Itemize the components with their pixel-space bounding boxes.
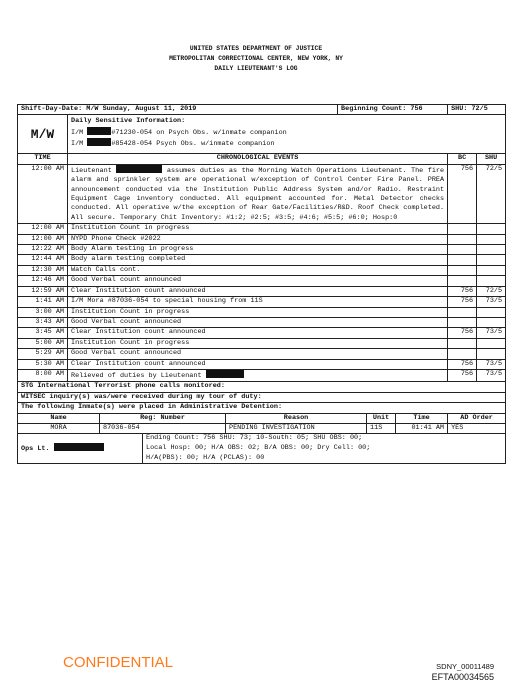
entry-time: 12:00 AM: [18, 164, 68, 223]
entry-time: 5:00 AM: [18, 338, 68, 348]
log-entry: [18, 369, 506, 381]
entry-bc: 756: [448, 328, 477, 338]
entry-shu: 72/5: [477, 164, 506, 223]
ad-col-unit: Unit: [367, 413, 396, 423]
ops-lieutenant: Ops Lt.: [18, 434, 143, 464]
ending-count: [143, 434, 506, 464]
entry-bc: [448, 234, 477, 244]
ad-col-time: Time: [396, 413, 448, 423]
sensitive-item: I/M #85428-054 Psych Obs. w/inmate companion: [71, 140, 275, 149]
entry-bc: [448, 307, 477, 317]
log-entry: [18, 265, 506, 275]
entry-bc: 756: [448, 297, 477, 307]
entry-time: 3:43 AM: [18, 317, 68, 327]
entry-text: Body alarm testing completed: [68, 255, 448, 265]
witsec-inquiry: WITSEC inquiry(s) was/were received during my tour of duty:: [18, 392, 506, 402]
entry-time: 5:30 AM: [18, 359, 68, 369]
entry-time: 3:45 AM: [18, 328, 68, 338]
sensitive-info-row: [18, 115, 506, 154]
entry-time: 3:00 AM: [18, 307, 68, 317]
shift-row: [18, 105, 506, 115]
redaction-block: [206, 370, 244, 378]
beginning-count: Beginning Count: 756: [338, 105, 448, 115]
log-entry: [18, 297, 506, 307]
ad-col-order: AD Order: [448, 413, 506, 423]
entry-shu: 73/5: [477, 359, 506, 369]
ending-line: Local Hosp: 00; H/A OBS: 02; B/A OBS: 00; Dry Cell: 00;: [146, 443, 371, 452]
witsec-row: [18, 392, 506, 402]
entry-shu: [477, 349, 506, 359]
entry-text: NYPD Phone Check #2022: [68, 234, 448, 244]
entry-text: Institution Count in progress: [68, 224, 448, 234]
entry-time: 5:29 AM: [18, 349, 68, 359]
ad-reason: PENDING INVESTIGATION: [226, 423, 367, 433]
entry-shu: 73/5: [477, 369, 506, 381]
header-facility: METROPOLITAN CORRECTIONAL CENTER, NEW YORK, NY: [169, 55, 343, 62]
col-shu: SHU: [477, 154, 506, 164]
entry-time: 12:46 AM: [18, 276, 68, 286]
entry-shu: [477, 307, 506, 317]
stg-row: [18, 382, 506, 392]
entry-time: 12:00 AM: [18, 234, 68, 244]
ad-unit: 11S: [367, 423, 396, 433]
log-entry: [18, 164, 506, 223]
entry-time: 12:22 AM: [18, 245, 68, 255]
entry-shu: [477, 317, 506, 327]
entry-shu: [477, 265, 506, 275]
ad-col-name: Name: [18, 413, 100, 423]
entry-bc: 756: [448, 164, 477, 223]
entry-time: 12:44 AM: [18, 255, 68, 265]
bates-number-efta: EFTA00034565: [431, 672, 494, 682]
log-entry: [18, 276, 506, 286]
redaction-block: [87, 138, 111, 146]
ad-name: MORA: [18, 423, 100, 433]
log-entry: [18, 317, 506, 327]
entry-text: Lieutenant assumes duties as the Morning Watch Operations Lieutenant. The fire alarm and sprinkler system are operational w/exception of Control Center Fire Panel. PREA announcement conducted via the Institution Public Address System and/or Radio. Restraint Equipment Cage inventory conducted. All equipment accounted for. Metal Detector checks conducted. All operative w/the exception of Rear Gate/Facilities/R&D. Roof Check completed. All secure. Temporary Chit Inventory: #1:2; #2:5; #3:5; #4:6; #5:5; #6:0; Hosp:0: [68, 164, 448, 223]
col-bc: BC: [448, 154, 477, 164]
sensitive-info-title: Daily Sensitive Information:: [71, 117, 186, 126]
entry-shu: [477, 276, 506, 286]
entry-bc: [448, 349, 477, 359]
entry-text: Relieved of duties by Lieutenant: [68, 369, 448, 381]
entry-bc: [448, 276, 477, 286]
log-entry: [18, 338, 506, 348]
confidential-stamp: CONFIDENTIAL: [63, 654, 174, 671]
shift-day-date: Shift-Day-Date: M/W Sunday, August 11, 2019: [18, 105, 338, 115]
entry-text: Clear Institution count announced: [68, 328, 448, 338]
admin-detention-title: The following Inmate(s) were placed in Administrative Detention:: [18, 403, 506, 413]
entry-time: 12:30 AM: [18, 265, 68, 275]
log-entry: [18, 234, 506, 244]
entry-shu: [477, 338, 506, 348]
col-time: TIME: [18, 154, 68, 164]
entry-bc: [448, 224, 477, 234]
ad-col-reason: Reason: [226, 413, 367, 423]
entry-text: Clear Institution count announced: [68, 359, 448, 369]
admin-detention-headers: [18, 413, 506, 423]
ending-line: Ending Count: 756 SHU: 73; 10-South: 05; SHU OBS: 00;: [146, 434, 363, 443]
entry-shu: [477, 245, 506, 255]
shu-count: SHU: 72/5: [448, 105, 506, 115]
entry-text: Good Verbal count announced: [68, 276, 448, 286]
admin-detention-title-row: [18, 403, 506, 413]
log-entry: [18, 307, 506, 317]
log-entry: [18, 255, 506, 265]
entry-shu: [477, 224, 506, 234]
entry-time: 8:00 AM: [18, 369, 68, 381]
entry-text: Good Verbal count announced: [68, 349, 448, 359]
header-agency: UNITED STATES DEPARTMENT OF JUSTICE: [189, 45, 323, 52]
daily-log-table: [17, 104, 506, 464]
entry-bc: [448, 265, 477, 275]
ad-reg: 87036-054: [100, 423, 226, 433]
redaction-block: [116, 165, 162, 173]
entry-shu: 72/5: [477, 286, 506, 296]
ending-line: H/A(PBS): 00; H/A (PCLAS): 00: [146, 453, 265, 462]
header-log-title: DAILY LIEUTENANT'S LOG: [214, 65, 298, 72]
entry-time: 12:59 AM: [18, 286, 68, 296]
log-entry: [18, 349, 506, 359]
redaction-block: [54, 443, 104, 451]
log-entry: [18, 359, 506, 369]
log-entry: [18, 224, 506, 234]
entry-text: Institution Count in progress: [68, 338, 448, 348]
col-events: CHRONOLOGICAL EVENTS: [68, 154, 448, 164]
stg-monitored: STG International Terrorist phone calls monitored:: [18, 382, 506, 392]
bates-number-sdny: SDNY_00011489: [436, 662, 494, 671]
column-headers: [18, 154, 506, 164]
entry-text: Institution Count in progress: [68, 307, 448, 317]
entry-shu: 73/5: [477, 297, 506, 307]
log-entry: [18, 245, 506, 255]
admin-detention-row: [18, 423, 506, 433]
entry-text: Watch Calls cont.: [68, 265, 448, 275]
entry-bc: 756: [448, 359, 477, 369]
entry-text: Good Verbal count announced: [68, 317, 448, 327]
entry-shu: [477, 255, 506, 265]
log-entry: [18, 286, 506, 296]
entry-text: Body Alarm testing in progress: [68, 245, 448, 255]
entry-bc: [448, 245, 477, 255]
entry-bc: [448, 317, 477, 327]
watch-label: M/W: [18, 115, 68, 154]
entry-bc: [448, 255, 477, 265]
redaction-block: [87, 127, 111, 135]
entry-shu: 73/5: [477, 328, 506, 338]
ad-col-reg: Reg: Number: [100, 413, 226, 423]
ad-order: YES: [448, 423, 506, 433]
entry-bc: [448, 338, 477, 348]
ending-count-row: [18, 434, 506, 464]
log-entry: [18, 328, 506, 338]
entry-time: 1:41 AM: [18, 297, 68, 307]
entry-time: 12:00 AM: [18, 224, 68, 234]
entry-text: I/M Mora #87036-054 to special housing from 11S: [68, 297, 448, 307]
entry-bc: 756: [448, 286, 477, 296]
sensitive-info: [68, 115, 506, 154]
entry-text: Clear Institution count announced: [68, 286, 448, 296]
entry-shu: [477, 234, 506, 244]
ad-time: 01:41 AM: [396, 423, 448, 433]
entry-bc: 756: [448, 369, 477, 381]
sensitive-item: I/M #71230-054 on Psych Obs. w/inmate companion: [71, 128, 287, 137]
